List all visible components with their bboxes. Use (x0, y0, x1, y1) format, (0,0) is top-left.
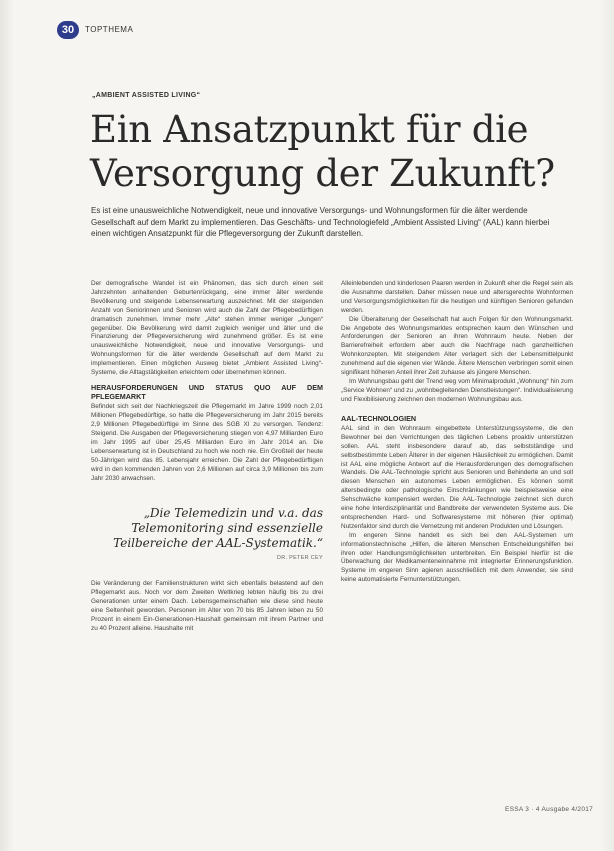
subheading-aal-technologies: AAL-TECHNOLOGIEN (341, 413, 417, 423)
article-lead: Es ist eine unausweichliche Notwendigkeit, neue und innovative Versorgungs- und Wohnungsformen für die älter werdende Gesellschaft auf dem Markt zu implementieren. Das Geschäfts- und Technologiefeld „Ambient Assisted Living“ (AAL) kann hierbei einen wichtigen Ansatzpunkt für die Pflegeversorgung der Zukunft darstellen. (91, 206, 550, 238)
headline-line-2: Versorgung der Zukunft? (90, 152, 555, 195)
left-paragraph-2: Befindet sich seit der Nachkriegszeit die Pflegemarkt im Jahre 1999 noch 2,01 Millionen Pflegebedürftige, so hatte die Pflegeversicherung im Jahr 2015 bereits 2,9 Millionen Pflegebedürftige im Sinne des SGB XI zu versorgen. Tendenz: Steigend. Die Ausgaben der Pflegeversicherung stiegen von 4,97 Milliarden Euro im Jahr 1995 auf über 25,45 Milliarden Euro im Jahr 2014 an. Die Lebenserwartung ist in Deutschland zu hoch wie noch nie. Ein Großteil der heute 50-Jährigen wird das 85. Lebensjahr erreichen. Die Zahl der Pflegebedürftigen wird in den kommenden Jahren von 2,6 Millionen auf circa 3,9 Millionen bis zum Jahr 2030 anwachsen. (91, 403, 323, 482)
right-paragraph-5: Im engeren Sinne handelt es sich bei den AAL-Systemen um informationstechnische „Hilfen, die älteren Menschen Entscheidungshilfen bei ihren oder Handlungsmöglichkeiten unterbreiten. Ein Beispiel hierfür ist die Überwachung der Medikamenteneinnahme mit integrierter Erinnerungsfunktion. Systeme im engeren Sinn agieren ausschließlich mit dem Anwender, sie sind keine automatisierte Fernunterstützungen. (341, 531, 573, 584)
page-footer: ESSA 3 · 4 Ausgabe 4/2017 (505, 806, 594, 813)
article-kicker: „AMBIENT ASSISTED LIVING“ (92, 92, 201, 99)
page-number: 30 (61, 24, 75, 36)
right-column (341, 280, 573, 585)
left-paragraph-1: Der demografische Wandel ist ein Phänomen, das sich durch einen seit Jahrzehnten anhaltenden Geburtenrückgang, eine immer älter werdende Bevölkerung und steigende Lebenserwartung auszeichnet. Mit der steigenden Anzahl von Seniorinnen und Senioren wird auch die Zahl der Pflegebedürftigen dramatisch zunehmen. Immer mehr „Alte“ stehen immer weniger „Jungen“ gegenüber. Die Bevölkerung wird damit zugleich weniger und älter und die Finanzierung der Pflegeversicherung wird zunehmend größer. Es ist eine unausweichliche Notwendigkeit, neue und innovative Versorgungs- und Wohnungsformen für die älter werdende Gesellschaft auf dem Markt zu implementieren. Einen möglichen Ausweg bietet „Ambient Assisted Living“-Systeme, die Alltagstätigkeiten erleichtern oder übernehmen können. (91, 280, 323, 377)
pull-quote-text: „Die Telemedizin und v.a. das Telemonitoring sind essenzielle Teilbereiche der AAL-Systematik.“ (113, 505, 323, 550)
section-label: TOPTHEMA (85, 25, 134, 34)
right-paragraph-3: Im Wohnungsbau geht der Trend weg vom Minimalprodukt „Wohnung“ hin zum „Service Wohnen“ und zu „wohnbegleitenden Dienstleistungen“. Individualisierung und Flexibilisierung zeichnen den modernen Wohnungsbau aus. (341, 377, 573, 403)
pull-quote (91, 506, 323, 563)
article-headline (90, 108, 570, 196)
page-number-badge (57, 21, 79, 39)
right-paragraph-2: Die Überalterung der Gesellschaft hat auch Folgen für den Wohnungsmarkt. Die Angebote des Wohnungsmarktes entsprechen kaum den Wünschen und Anforderungen der Senioren an ihren Wohnraum heute. Neben der Barrierefreiheit erfordern aber auch die Nachfrage nach ganzheitlichen Wohnkonzepten. Mit steigendem Alter verlagert sich der Lebensmittelpunkt zunehmend auf die eigenen vier Wände. Ältere Menschen verbringen somit einen signifikant höheren Anteil ihrer Zeit zuhause als jüngere Menschen. (341, 315, 573, 377)
left-paragraph-3: Die Veränderung der Familienstrukturen wirkt sich ebenfalls belastend auf den Pflegemarkt aus. Noch vor dem Zweiten Weltkrieg lebten häufig bis zu drei Generationen unter einem Dach. Lebensgemeinschaften wie diese sind heute eine Seltenheit geworden. Personen im Alter von 70 bis 85 Jahren leben zu 50 Prozent in einem Ein-Generationen-Haushalt gemeinsam mit ihrem Partner und zu 40 Prozent alleine. Haushalte mit (91, 580, 323, 632)
headline-line-1: Ein Ansatzpunkt für die (90, 108, 529, 151)
left-column (91, 280, 323, 634)
right-paragraph-1: Alleinlebenden und kinderlosen Paaren werden in Zukunft eher die Regel sein als die Ausnahme darstellen. Daher müssen neue und altersgerechte Wohnformen und Versorgungsmöglichkeiten für die heutigen und künftigen Senioren gefunden werden. (341, 280, 573, 314)
subheading-challenges: HERAUSFORDERUNGEN UND STATUS QUO AUF DEM PFLEGEMARKT (91, 382, 323, 402)
right-paragraph-4: AAL sind in den Wohnraum eingebettete Unterstützungssysteme, die den Bewohner bei den Verrichtungen des täglichen Lebens proaktiv unterstützen sollen. AAL steht insbesondere darauf ab, das selbstständige und selbstbestimmte Leben Älterer in der eigenen Häuslichkeit zu ermöglichen. Damit ist AAL eine mögliche Antwort auf die Herausforderungen des demografischen Wandels. Die AAL-Technologie spricht aus Senioren und Behinderte an und soll diesen Menschen ein autonomes Leben ermöglichen. Es können somit altersbedingte oder pathologische Einschränkungen wie beispielsweise eine Sehschwäche kompensiert werden. Die AAL-Technologie zeichnet sich durch eine hohe Interdisziplinarität und Bandbreite der verwendeten Systeme aus. Die entsprechenden Hard- und Softwaresysteme mit höheren (hier optimal) Nutzenfaktor sind durch die Vernetzung mit anderen Produkten und Lösungen. (341, 424, 573, 530)
pull-quote-author: DR. PETER CEY (276, 554, 323, 561)
